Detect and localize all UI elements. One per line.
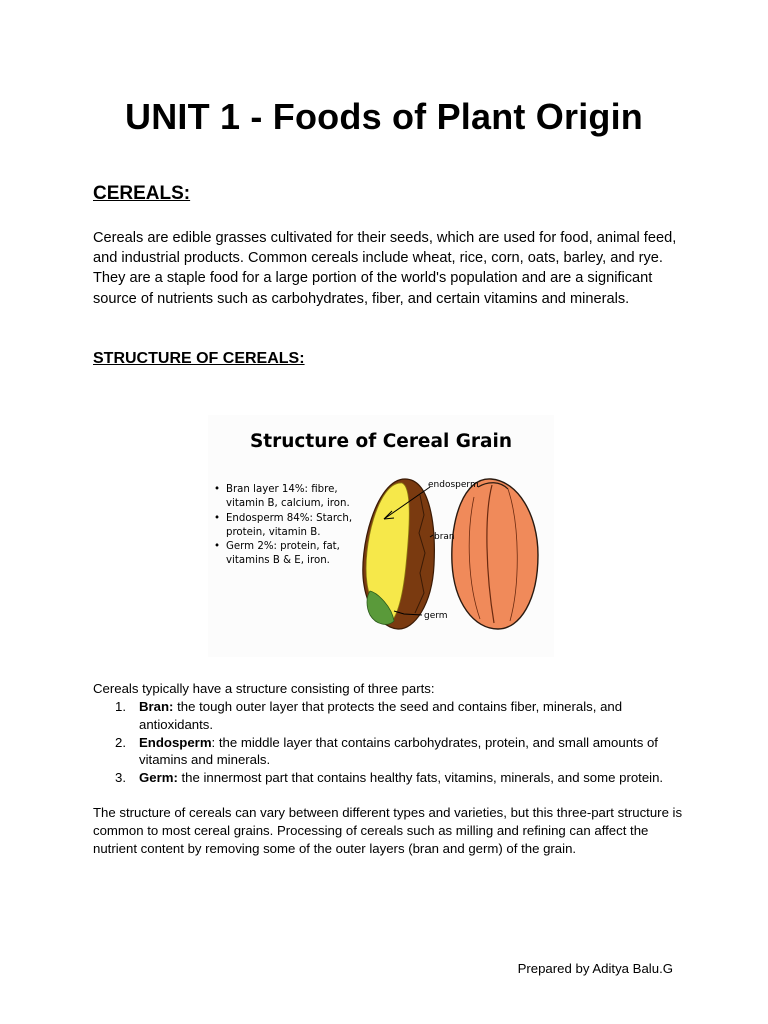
label-endosperm: endosperm (428, 480, 479, 490)
list-item-description: the tough outer layer that protects the seed and contains fiber, minerals, and antioxidants. (139, 699, 623, 732)
list-item-bran (93, 698, 683, 734)
list-item-term: Endosperm (139, 734, 212, 750)
section-heading-structure: STRUCTURE OF CEREALS: (93, 350, 305, 367)
whole-grain-shape (452, 479, 538, 629)
page-title: UNIT 1 - Foods of Plant Origin (125, 96, 643, 137)
list-item-description: : the middle layer that contains carbohydrates, protein, and small amounts of vitamins and minerals. (139, 734, 658, 768)
figure-bullet-bran: • Bran layer 14%: fibre, vitamin B, calcium, iron. (212, 483, 358, 512)
list-item-term: Germ: (139, 770, 178, 786)
list-item-germ (93, 769, 683, 787)
label-bran: bran (434, 532, 455, 542)
closing-paragraph: The structure of cereals can vary between different types and varieties, but this three-part structure is common to most cereal grains. Processing of cereals such as milling and refining can affect the nutrient content by removing some of the outer layers (bran and germ) of the grain. (93, 805, 683, 856)
grain-illustration (208, 415, 554, 657)
intro-paragraph: Cereals are edible grasses cultivated for their seeds, which are used for food, animal feed, and industrial products. Common cereals include wheat, rice, corn, oats, barley, and rye. They are a staple food for a large portion of the world's population and are a significant source of nutrients such as carbohydrates, fiber, and certain vitamins and minerals. (93, 230, 677, 307)
figure-title: Structure of Cereal Grain (249, 431, 513, 452)
list-item-number: 2. (115, 734, 126, 750)
figure-bullet-endosperm: • Endosperm 84%: Starch, protein, vitamin B. (212, 512, 358, 541)
section-heading-cereals: CEREALS: (93, 183, 191, 204)
list-item-number: 1. (115, 699, 126, 714)
cereal-grain-figure (208, 415, 554, 657)
footer-author: Prepared by Aditya Balu.G (517, 961, 673, 976)
list-item-description: the innermost part that contains healthy fats, vitamins, minerals, and some protein. (177, 770, 664, 786)
list-item-term: Bran: (139, 699, 174, 714)
label-germ: germ (424, 611, 448, 621)
list-item-number: 3. (115, 770, 126, 786)
list-item-endosperm (93, 734, 683, 770)
structure-lead-text: Cereals typically have a structure consisting of three parts: (93, 681, 435, 696)
cereal-parts-list (93, 698, 683, 787)
figure-bullet-germ: • Germ 2%: protein, fat, vitamins B & E, iron. (212, 540, 358, 569)
